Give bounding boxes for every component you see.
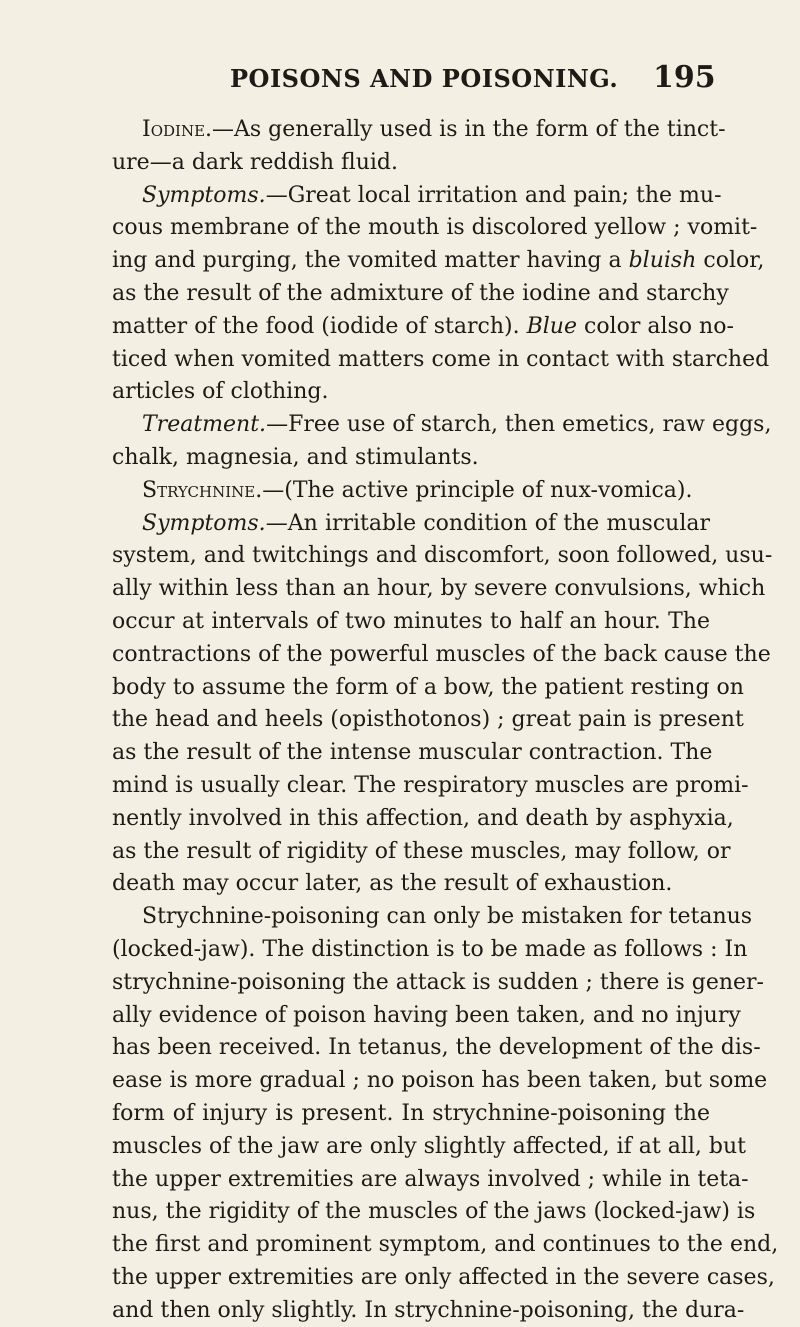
text-line: chalk, magnesia, and stimulants.	[112, 444, 479, 470]
text-line: has been received. In tetanus, the development of the dis-	[112, 1035, 761, 1061]
text-line: as the result of the intense muscular contraction. The	[112, 740, 713, 766]
text-line: cous membrane of the mouth is discolored yellow ; vomit-	[112, 215, 758, 241]
text-line: occur at intervals of two minutes to half an hour. The	[112, 608, 710, 634]
text-line: contractions of the powerful muscles of the back cause the	[112, 641, 771, 667]
emphasis: Blue	[526, 313, 577, 339]
subsection-heading: Treatment.	[142, 412, 267, 438]
subsection-heading: Symptoms.	[142, 182, 266, 208]
text-line: the upper extremities are always involved ; while in teta-	[112, 1166, 749, 1192]
body-text	[112, 114, 779, 1327]
running-title: POISONS AND POISONING.	[230, 64, 619, 93]
text-line: Strychnine-poisoning can only be mistaken for tetanus	[142, 904, 753, 930]
text-line: matter of the food (iodide of starch). Blue color also no-	[112, 313, 734, 339]
text-line: nently involved in this affection, and death by asphyxia,	[112, 805, 734, 831]
text-line: Strychnine.—(The active principle of nux-vomica).	[142, 477, 693, 503]
subsection-heading: Symptoms.	[142, 510, 266, 536]
text-line: as the result of the admixture of the iodine and starchy	[112, 280, 729, 306]
text-line: mind is usually clear. The respiratory muscles are promi-	[112, 772, 749, 798]
text-line: Symptoms.—An irritable condition of the muscular	[142, 510, 710, 536]
text-line: strychnine-poisoning the attack is sudden ; there is gener-	[112, 969, 764, 995]
section-heading: Iodine.	[142, 117, 213, 142]
page-number: 195	[653, 60, 716, 95]
text-line: ticed when vomited matters come in contact with starched	[112, 346, 770, 372]
text-line: ing and purging, the vomited matter having a bluish color,	[112, 248, 765, 274]
text-line: the upper extremities are only affected in the severe cases,	[112, 1264, 775, 1290]
text-line: Iodine.—As generally used is in the form of the tinct-	[142, 117, 726, 142]
text-line: nus, the rigidity of the muscles of the jaws (locked-jaw) is	[112, 1199, 756, 1225]
text-line: ease is more gradual ; no poison has been taken, but some	[112, 1068, 768, 1094]
text-line: as the result of rigidity of these muscles, may follow, or	[112, 838, 731, 864]
text-line: muscles of the jaw are only slightly affected, if at all, but	[112, 1133, 746, 1159]
text-line: ally evidence of poison having been taken, and no injury	[112, 1002, 741, 1028]
text-line: system, and twitchings and discomfort, soon followed, usu-	[112, 543, 773, 569]
text-line: the head and heels (opisthotonos) ; great pain is present	[112, 707, 744, 733]
text-line: articles of clothing.	[112, 379, 329, 405]
text-line: (locked-jaw). The distinction is to be made as follows : In	[112, 936, 748, 962]
page-header	[0, 60, 800, 100]
emphasis: bluish	[628, 248, 697, 274]
text-line: ure—a dark reddish fluid.	[112, 149, 398, 175]
text-line: ally within less than an hour, by severe convulsions, which	[112, 576, 766, 602]
text-line: death may occur later, as the result of exhaustion.	[112, 871, 673, 897]
text-line: and then only slightly. In strychnine-poisoning, the dura-	[112, 1297, 745, 1323]
text-line: Symptoms.—Great local irritation and pain; the mu-	[142, 182, 722, 208]
text-line: form of injury is present. In strychnine-poisoning the	[112, 1100, 710, 1126]
text-line: the first and prominent symptom, and continues to the end,	[112, 1232, 779, 1258]
text-line: body to assume the form of a bow, the patient resting on	[112, 674, 744, 700]
section-heading: Strychnine.	[142, 477, 263, 503]
text-line: Treatment.—Free use of starch, then emetics, raw eggs,	[142, 412, 772, 438]
